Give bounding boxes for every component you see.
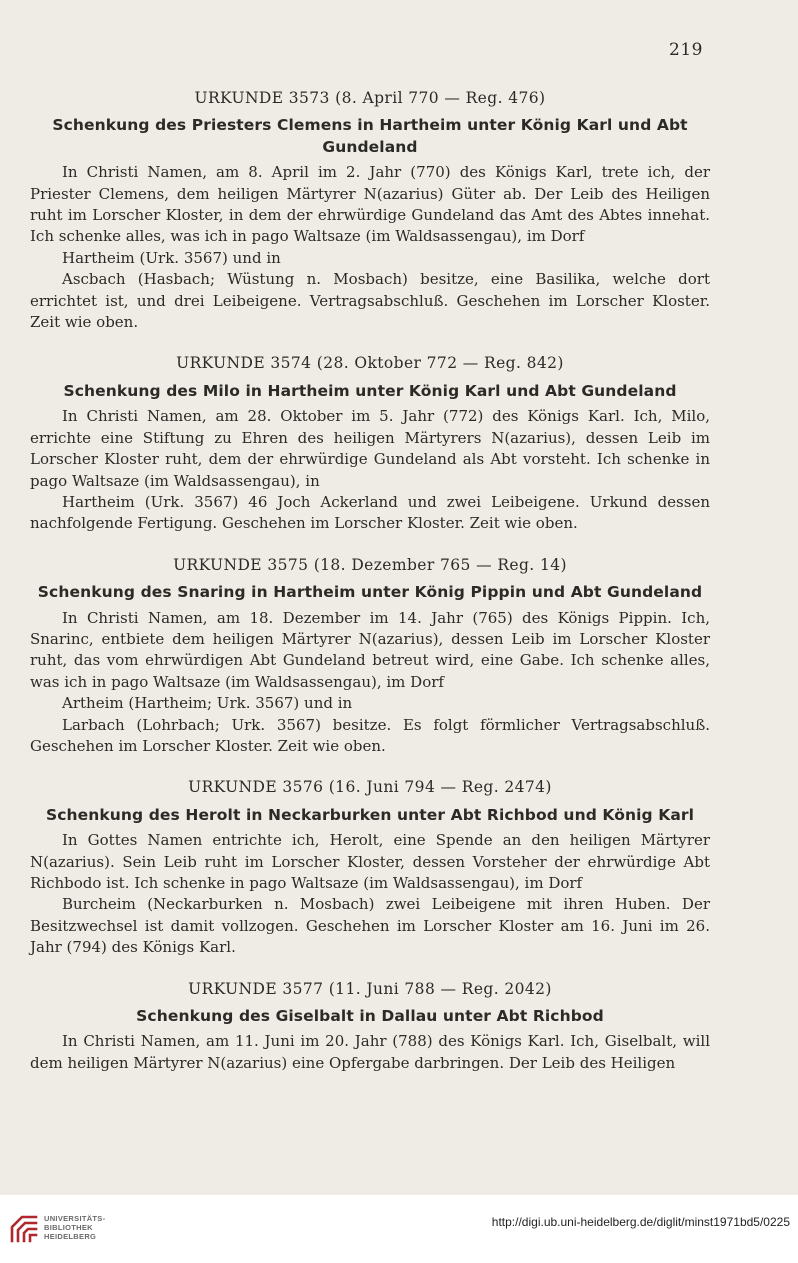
entry-heading: URKUNDE 3575 (18. Dezember 765 — Reg. 14) [173, 555, 567, 574]
entry-subtitle: Schenkung des Herolt in Neckarburken unter Abt Richbod und König Karl [45, 805, 695, 824]
entry-paragraph: Ascbach (Hasbach; Wüstung n. Mosbach) besitze, eine Basilika, welche dort errichtet ist, und drei Leibeigene. Vertragsabschluß. Geschehen im Lorscher Kloster. Zeit wie oben. [30, 270, 710, 332]
document-url-link[interactable]: http://digi.ub.uni-heidelberg.de/diglit/minst1971bd5/0225 [491, 1215, 790, 1229]
university-library-logo-icon [8, 1213, 40, 1245]
entry-paragraph: In Christi Namen, am 8. April im 2. Jahr (770) des Königs Karl, trete ich, der Priester Clemens, dem heiligen Märtyrer N(azarius) Güter ab. Der Leib des Heiligen ruht im Lorscher Kloster, in dem der ehrwürdige Gundeland das Amt des Abtes innehat. Ich schenke alles, was ich in pago Waltsaze (im Waldsassengau), im Dorf [30, 163, 710, 246]
entry-paragraph: In Gottes Namen entrichte ich, Herolt, eine Spende an den heiligen Märtyrer N(azarius). Sein Leib ruht im Lorscher Kloster, dessen Vorsteher der ehrwürdige Abt Richbodo ist. Ich schenke in pago Waltsaze (im Waldsassengau), im Dorf [30, 831, 710, 892]
viewer-footer [0, 1195, 798, 1263]
entry-subtitle: Schenkung des Priesters Clemens in Hartheim unter König Karl und Abt Gundeland [52, 116, 688, 156]
entry-paragraph: Hartheim (Urk. 3567) und in [62, 248, 281, 267]
entry-paragraph: Larbach (Lohrbach; Urk. 3567) besitze. Es folgt förmlicher Vertragsabschluß. Geschehen im Lorscher Kloster. Zeit wie oben. [30, 715, 710, 755]
entry-heading: URKUNDE 3574 (28. Oktober 772 — Reg. 842) [176, 354, 564, 373]
document-entry [30, 88, 710, 333]
library-logo-text [44, 1214, 105, 1241]
document-entry [30, 353, 710, 534]
entry-heading: URKUNDE 3573 (8. April 770 — Reg. 476) [194, 89, 546, 107]
entry-paragraph: In Christi Namen, am 11. Juni im 20. Jahr (788) des Königs Karl. Ich, Giselbalt, will dem heiligen Märtyrer N(azarius) eine Opfergabe darbringen. Der Leib des Heiligen [30, 1032, 710, 1072]
entry-subtitle: Schenkung des Giselbalt in Dallau unter Abt Richbod [136, 1007, 604, 1026]
entry-heading: URKUNDE 3577 (11. Juni 788 — Reg. 2042) [188, 979, 552, 998]
logo-line: UNIVERSITÄTS- [44, 1214, 106, 1223]
document-entry [30, 777, 710, 958]
page-number: 219 [669, 40, 703, 60]
entry-paragraph: Burcheim (Neckarburken n. Mosbach) zwei Leibeigene mit ihren Huben. Der Besitzwechsel ist damit vollzogen. Geschehen im Lorscher Kloster am 16. Juni im 26. Jahr (794) des Königs Karl. [30, 895, 710, 957]
entry-paragraph: In Christi Namen, am 18. Dezember im 14. Jahr (765) des Königs Pippin. Ich, Snarinc, entbiete dem heiligen Märtyrer N(azarius), dessen Leib im Lorscher Kloster ruht, das vom ehrwürdigen Abt Gundeland betreut wird, eine Gabe. Ich schenke alles, was ich in pago Waltsaze (im Waldsassengau), im Dorf [30, 608, 710, 691]
logo-line: BIBLIOTHEK [44, 1223, 93, 1232]
entry-paragraph: In Christi Namen, am 28. Oktober im 5. Jahr (772) des Königs Karl. Ich, Milo, errichte eine Stiftung zu Ehren des heiligen Märtyrers N(azarius), dessen Leib im Lorscher Kloster ruht, dem der ehrwürdige Gundeland als Abt vorsteht. Ich schenke in pago Waltsaze (im Waldsassengau), in [30, 407, 710, 490]
entry-subtitle: Schenkung des Snaring in Hartheim unter König Pippin und Abt Gundeland [37, 583, 703, 602]
entry-paragraph: Hartheim (Urk. 3567) 46 Joch Ackerland und zwei Leibeigene. Urkund dessen nachfolgende Fertigung. Geschehen im Lorscher Kloster. Zeit wie oben. [30, 492, 710, 533]
document-entry [30, 555, 710, 758]
entry-subtitle: Schenkung des Milo in Hartheim unter König Karl und Abt Gundeland [63, 381, 677, 400]
logo-line: HEIDELBERG [44, 1232, 97, 1241]
document-body [30, 88, 710, 1094]
document-entry [30, 979, 710, 1075]
entry-heading: URKUNDE 3576 (16. Juni 794 — Reg. 2474) [188, 778, 552, 797]
entry-paragraph: Artheim (Hartheim; Urk. 3567) und in [62, 694, 353, 713]
